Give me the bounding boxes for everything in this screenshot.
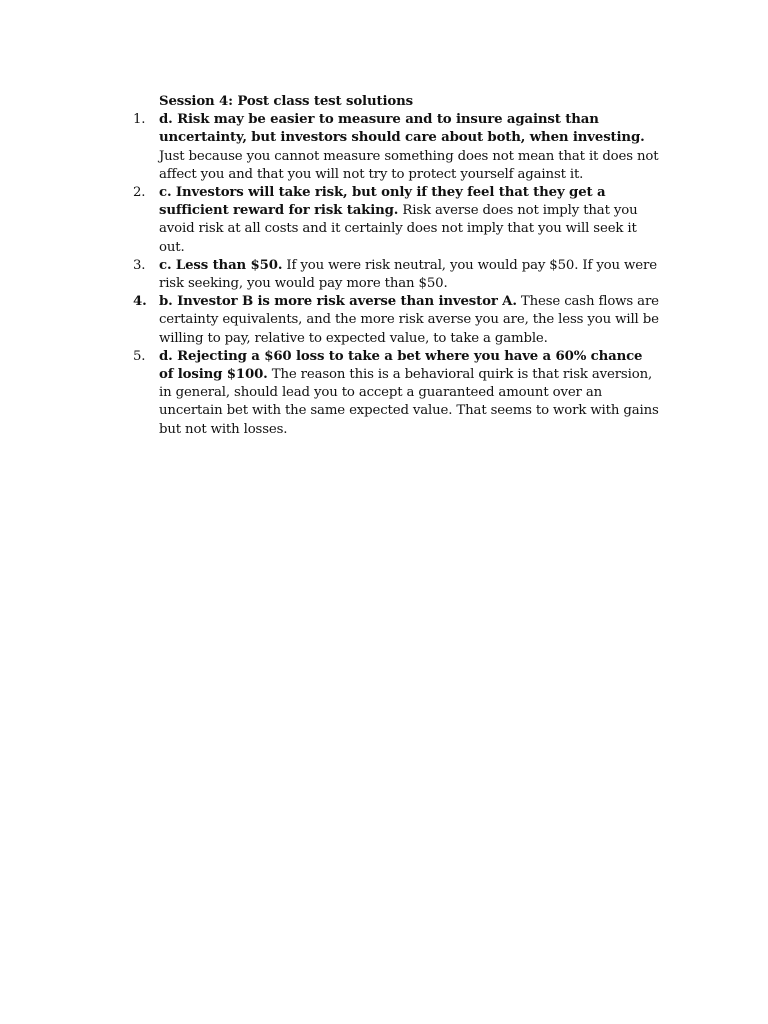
answer-explanation: The reason this is a behavioral quirk is that risk aversion, in general, should lead you to accept a guaranteed amount over an uncertain bet with the same expected value. That seems to work with gains but not with losses. (159, 367, 659, 437)
answer-item-1 (133, 111, 659, 184)
answer-item-5 (133, 348, 659, 439)
answer-choice: d. Risk may be easier to measure and to insure against than uncertainty, but investors should care about both, when investing. (159, 112, 645, 146)
answer-number: 5. (133, 348, 146, 364)
answer-choice: b. Investor B is more risk averse than investor A. (159, 294, 517, 310)
answer-explanation: These cash flows are certainty equivalents, and the more risk averse you are, the less you will be willing to pay, relative to expected value, to take a gamble. (159, 294, 659, 346)
answer-list (133, 111, 659, 439)
answer-explanation: If you were risk neutral, you would pay $50. If you were risk seeking, you would pay more than $50. (159, 257, 657, 292)
answer-item-4 (133, 293, 659, 348)
answer-item-3 (133, 257, 659, 293)
answer-number: 3. (133, 257, 146, 273)
document-content (133, 93, 659, 439)
answer-number: 4. (133, 294, 147, 310)
answer-choice: c. Less than $50. (159, 257, 283, 273)
answer-explanation: Just because you cannot measure something does not mean that it does not affect you and that you will not try to protect yourself against it. (159, 148, 659, 182)
answer-item-2 (133, 184, 659, 257)
answer-explanation: Risk averse does not imply that you avoid risk at all costs and it certainly does not imply that you will seek it out. (159, 203, 638, 255)
answer-choice: c. Investors will take risk, but only if they feel that they get a sufficient reward for risk taking. (159, 185, 606, 219)
document-title: Session 4: Post class test solutions (159, 94, 413, 109)
answer-number: 2. (133, 185, 146, 201)
answer-number: 1. (133, 112, 146, 128)
answer-choice: d. Rejecting a $60 loss to take a bet where you have a 60% chance of losing $100. (159, 348, 643, 383)
